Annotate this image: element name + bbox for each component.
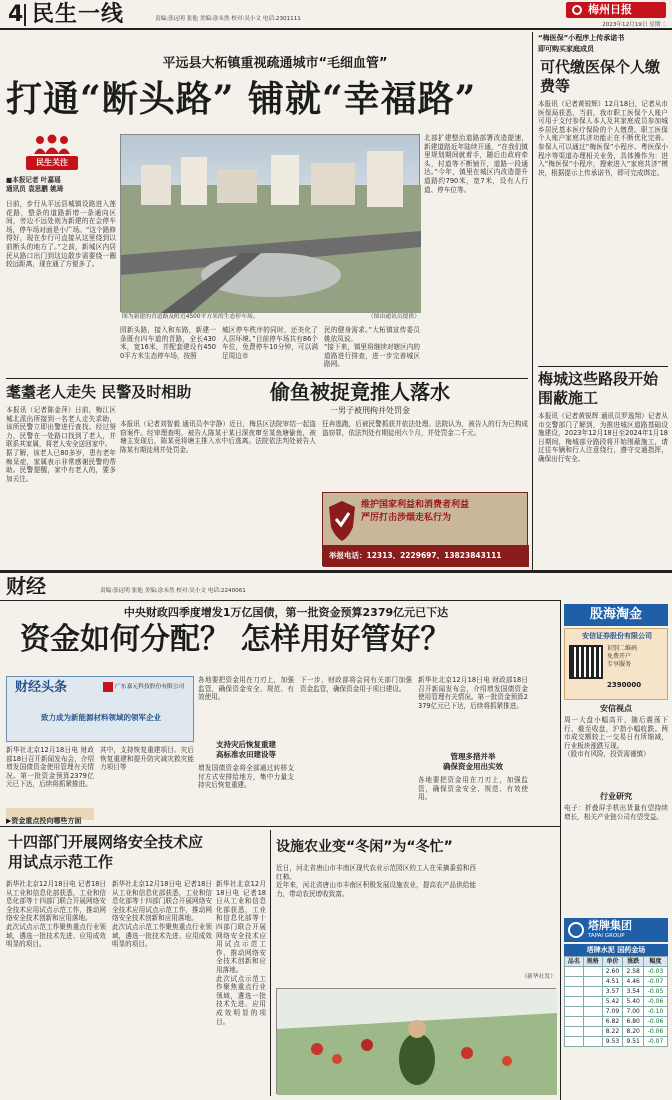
sidebar-headline: 可代缴医保个人缴费等 (540, 58, 661, 95)
banner-text: 维护国家利益和消费者利益 严厉打击涉烟走私行为 (361, 500, 470, 523)
price-cell (583, 1027, 602, 1037)
town-aerial-image (121, 135, 421, 313)
price-cell: 5.40 (623, 997, 644, 1007)
company-logo-icon (103, 682, 113, 692)
finance-editor-line: 责编:张远明 张他 美编:涂未然 校对:吴小文 电话:2240061 (100, 588, 246, 594)
cyber-body: 新华社北京12月18日电 记者18日从工业和信息化部获悉，工业和信息化部等十四部门联合开展网络安全技术应用试点示范工作，推动网络安全技术创新和应用落地。 此次试点示范工作聚焦重点行业领域，遴选一批技术先进、应用成效明显的项目。 (6, 880, 106, 949)
price-cell: 7.00 (623, 1007, 644, 1017)
price-cell: -0.05 (644, 987, 668, 997)
price-cell (583, 977, 602, 987)
price-table-header: 品名 规格 单价 涨跌 幅度 (565, 957, 668, 967)
price-cell: 4.46 (623, 977, 644, 987)
lead-photo-caption: 图为新建的青道路及附近4500平方米的生态停车场。 (122, 314, 259, 320)
finance-section-title: 财经 (6, 574, 46, 598)
price-cell: 7.09 (602, 1007, 623, 1017)
brokerage-desc: 识别二维码 免费开户 专享服务 (607, 645, 638, 668)
price-cell: 6.82 (602, 1017, 623, 1027)
industry-subheading: 行业研究 (600, 792, 632, 801)
tapai-sub: TAPAI GROUP (588, 933, 625, 939)
sidebar-body-2: 本报讯（记者黄锐辉 通讯员罗逸翔）记者从市交警部门了解到，为推进城区道路基础设施建设，2023年12月18日至2024年1月18日期间，梅城部分路段将开始围蔽施工，请过往车辆和行人注意绕行，遵守交通指挥，确保出行安全。 (538, 412, 668, 463)
lead-photo (120, 134, 420, 312)
page-number: 4 (8, 2, 24, 27)
column-badge: 民生关注 (26, 156, 78, 170)
price-table-title: 塔牌水泥 国药金场 (564, 944, 668, 956)
lead-byline: ■本报记者 叶嘉瑶 通讯员 袁思鹏 姚琦 (6, 176, 64, 193)
price-table-row (565, 1017, 668, 1027)
price-cell: 8.22 (602, 1027, 623, 1037)
stock-column-header: 股海淘金 (564, 604, 668, 626)
price-cell: 2.60 (602, 967, 623, 977)
tomato-harvest-image (277, 989, 557, 1095)
sub-head-1: 支持灾后恢复重建 高标准农田建设等 (216, 740, 276, 759)
price-cell (565, 977, 584, 987)
sidebar-subkicker: 即可购买家庭成员 (538, 45, 594, 53)
price-cell (565, 1027, 584, 1037)
price-cell: -0.06 (644, 997, 668, 1007)
analyst-subheading: 安信视点 (600, 704, 632, 713)
price-cell: 6.80 (623, 1017, 644, 1027)
price-table-row (565, 967, 668, 977)
price-cell (565, 987, 584, 997)
people-icon (32, 134, 72, 156)
sidebar-headline-2: 梅城这些路段开始围蔽施工 (538, 370, 659, 407)
price-cell: -0.06 (644, 1027, 668, 1037)
box-arrow-icon: ▶ (6, 817, 12, 825)
price-table-row (565, 1007, 668, 1017)
fish-body: 本报讯（记者刘智毅 通讯员李宇静）近日，梅县区法院审结一起盗窃案件。经审理查明，被告人陈某于某日深夜窜至某鱼塘偷鱼，被塘主发现后，陈某竟将塘主推入水中后逃离。法院依法判处被告人陈某有期徒刑并处罚金。 (120, 420, 316, 454)
elderly-headline: 耄耋老人走失 民警及时相助 (6, 383, 192, 401)
price-table-row (565, 997, 668, 1007)
finance-headline: 资金如何分配？ 怎样用好管好？ (20, 622, 451, 657)
lead-col2: 北部扩建整治道路部署改造提速，新建道路近年陆续开通，“在我们镇里规划期间就着手，随后由政府牵头，村道等不断铺开，道路一段通达。”今年，镇里在城区内改造提升道路约790米，宽7米，设有人行道、停车位等。 (424, 134, 528, 194)
price-cell (565, 997, 584, 1007)
finance-col3: 各地要把资金用在刀刃上，加强监管，确保资金安全、规范、有效使用。 (198, 676, 294, 702)
industry-body: 电子：折叠屏手机出货量有望持续增长，相关产业链公司有望受益。 (564, 804, 668, 821)
lead-photo-credit: （图由通讯员提供） (367, 314, 420, 320)
fish-body-right: 狂奔逃跑，后被民警抓获并依法处理。法院认为，被告人的行为已构成盗窃罪，依法判处有期徒刑六个月，并处罚金二千元。 (322, 420, 528, 437)
price-cell: -0.03 (644, 967, 668, 977)
fish-subheadline: 一男子被刑拘并处罚金 (330, 406, 410, 415)
price-cell: -0.07 (644, 1037, 668, 1047)
finance-box-heading: ▶资金重点投向哪些方面 (6, 808, 94, 820)
logo-icon (572, 5, 582, 15)
price-table (564, 956, 668, 1047)
fish-headline: 偷鱼被捉竟推人落水 (270, 380, 450, 404)
editor-line: 责编:张远明 张他 美编:涂未然 校对:吴小文 电话:2301111 (155, 16, 301, 22)
price-cell (583, 1037, 602, 1047)
finance-col7: 各地要把资金用在刀刃上，加强监管，确保资金安全、规范、有效使用。 (418, 776, 528, 802)
qr-code-icon[interactable] (569, 645, 603, 679)
masthead-logo (566, 2, 666, 18)
finance-col1: 新华社北京12月18日电 财政部18日召开新闻发布会，介绍增发国债资金使用管理有关情况。第一批资金预算2379亿元已下达，后续将抓紧推进。 (6, 746, 94, 789)
greenhouse-photo (276, 988, 556, 1094)
price-cell: 9.51 (623, 1037, 644, 1047)
price-cell (565, 1037, 584, 1047)
finance-ad-box (6, 676, 194, 742)
price-cell: 8.20 (623, 1027, 644, 1037)
price-cell: 9.53 (602, 1037, 623, 1047)
price-cell (565, 1017, 584, 1027)
lead-headline: 打通“断头路” 铺就“幸福路” (6, 78, 477, 120)
price-cell: 4.51 (602, 977, 623, 987)
report-phone: 举报电话：12313、2229697、13823843111 (323, 545, 529, 567)
price-cell: -0.10 (644, 1007, 668, 1017)
agri-credit: （新华社发） (521, 974, 556, 980)
price-cell (583, 1017, 602, 1027)
cyber-body-2: 新华社北京12月18日电 记者18日从工业和信息化部获悉，工业和信息化部等十四部门联合开展网络安全技术应用试点示范工作，推动网络安全技术创新和应用落地。 此次试点示范工作聚焦重点行业领域，遴选一批技术先进、应用成效明显的项目。 (112, 880, 212, 949)
lead-col-b: 城区停车秩序的同时，还美化了人居环境。”目前停车场共有86个车位，免费停车10分钟，可以满足周边市 (222, 326, 318, 360)
price-cell (583, 997, 602, 1007)
lead-col-c: 民的健身需求。”大柘镇宣传委员姚依凤说。 “接下来，镇里将继续对辖区内的道路进行排查，进一步完善城区路网。 (324, 326, 420, 369)
price-cell (565, 1007, 584, 1017)
price-cell (583, 987, 602, 997)
price-table-row (565, 987, 668, 997)
finance-col5: 下一步，财政部将会同有关部门加强资金监管，确保资金用于项目建设。 (300, 676, 412, 693)
finance-col4: 增发国债资金将全部通过转移支付方式安排给地方，集中力量支持灾后恢复重建。 (198, 764, 294, 790)
finance-col2: 其中，支持恢复重建项目、灾后恢复重建和提升防灾减灾救灾能力项目等 (100, 746, 194, 772)
price-cell: 3.54 (623, 987, 644, 997)
newspaper-name: 梅州日报 (588, 3, 632, 16)
cyber-body-3: 新华社北京12月18日电 记者18日从工业和信息化部获悉，工业和信息化部等十四部门联合开展网络安全技术应用试点示范工作，推动网络安全技术创新和应用落地。 此次试点示范工作聚焦重点行业领域，遴选一批技术先进、应用成效明显的项目。 (216, 880, 266, 1026)
tapai-ad (564, 918, 668, 942)
price-cell: -0.07 (644, 977, 668, 987)
agri-headline: 设施农业变“冬闲”为“冬忙” (276, 839, 453, 855)
tapai-logo-icon (568, 922, 584, 938)
lead-kicker: 平远县大柘镇重视疏通城市“毛细血管” (162, 56, 388, 71)
finance-col6: 新华社北京12月18日电 财政部18日召开新闻发布会，介绍增发国债资金使用管理有关情况。第一批资金预算2379亿元已下达，后续将抓紧推进。 (418, 676, 528, 710)
sub-head-2: 管理多措并举 确保资金用出实效 (443, 752, 503, 771)
price-cell: 2.58 (623, 967, 644, 977)
price-cell: 5.42 (602, 997, 623, 1007)
analyst-body: 周一大盘小幅高开，随后震荡下行，截至收盘，沪指小幅收跌。两市成交额较上一交易日有所缩减，行业板块涨跌互现。 （股市有风险，投资需谨慎） (564, 716, 668, 759)
elderly-body: 本报讯（记者陈金萍）日前，梅江区城北派出所接到一名老人走失求助，该所民警立即出警进行查找。经过努力，民警在一处路口找到了老人，并联系其家属，将老人安全送回家中。 据了解，该老人已80多岁，患有老年痴呆症，家属表示非常感谢民警的帮助。民警提醒，家中有老人的，要多加关注。 (6, 406, 116, 483)
ad-slogan: 致力成为新能源材料领域的领军企业 (41, 713, 161, 722)
brokerage-phone: 2390000 (607, 681, 642, 689)
price-cell: -0.06 (644, 1017, 668, 1027)
page-header (0, 0, 672, 30)
sidebar-kicker: “梅医保”小程序上传承诺书 (538, 34, 625, 42)
tapai-name: 塔牌集团 (588, 919, 632, 932)
cyber-headline: 十四部门开展网络安全技术应用试点示范工作 (8, 833, 204, 871)
lead-col-a: 园新头路，接入和东路，新建一条既有四车道的青路，全长430米，宽16米，并配套建设有4500平方米生态停车场，按照 (120, 326, 216, 360)
shield-icon (327, 499, 357, 543)
price-cell (583, 1007, 602, 1017)
price-table-row (565, 1037, 668, 1047)
brokerage-name: 安信证券股份有限公司 (582, 632, 652, 640)
finance-kicker: 中央财政四季度增发1万亿国债，第一批资金预算2379亿元已下达 (123, 606, 449, 619)
brokerage-box (564, 628, 668, 700)
price-table-row (565, 1027, 668, 1037)
ad-company: 广东嘉元科技股份有限公司 (115, 684, 185, 690)
ad-title: 财经头条 (15, 680, 68, 695)
sidebar-body: 本报讯（记者黄锐辉）12月18日，记者从市医保局获悉，当前，我市职工医保个人账户可用于支付参保人本人及其家庭成员参加城乡居民基本医疗保险的个人缴费。职工医保个人账户家庭共济功能正在不断优化完善。参保人可以通过“梅医保”小程序、粤医保小程序等渠道办理相关业务，具体操作为：进入“梅医保”小程序，搜索进入“家庭共济”模块，根据提示上传承诺书，即可完成绑定。 (538, 100, 668, 177)
issue-date: 2023年12月19日 星期二 (602, 22, 666, 28)
anti-smuggling-banner (322, 492, 528, 566)
section-title: 民生一线 (32, 2, 125, 27)
price-cell: 3.57 (602, 987, 623, 997)
price-cell (583, 967, 602, 977)
lead-col1: 日前，步行从平远县城镇设路进入莲花路，整条的道路新增一条通向区间，旁边不远处则为新建的在会停车场，停车场对面是小广场。“这个路修得好，现在步行可直接从这里绕到以前断头的地方了。”之前，新城区内居民从路口出门到这边散步需要绕一圈较远距离，现在通了方便多了。 (6, 200, 116, 269)
price-cell (565, 967, 584, 977)
price-table-row (565, 977, 668, 987)
agri-body: 近日，河北省唐山市丰南区现代农业示范园区的工人在采摘番茄和西红柿。 近年来，河北省唐山市丰南区积极发展设施农业，提高农产品供给能力，带动农民增收致富。 (276, 864, 476, 898)
